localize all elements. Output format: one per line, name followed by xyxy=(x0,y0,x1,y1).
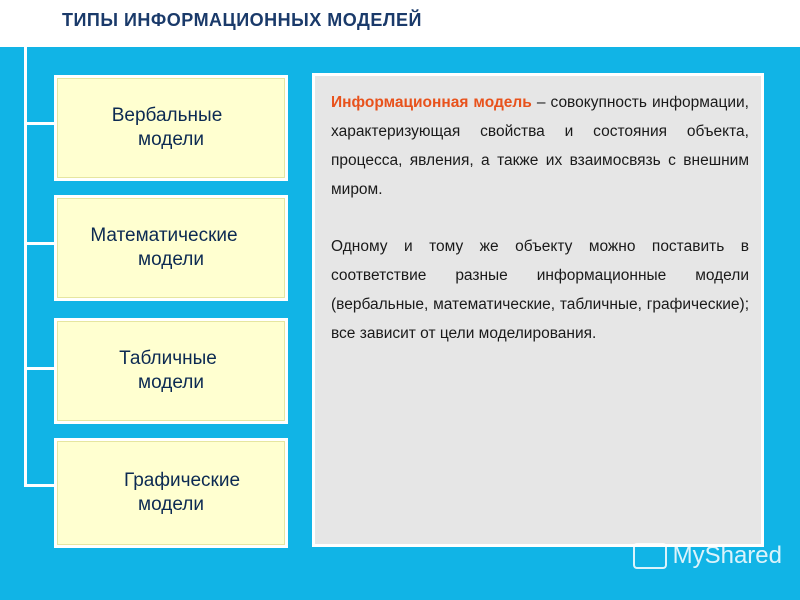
tree-branch xyxy=(24,484,54,487)
tree-branch xyxy=(24,367,54,370)
model-card-tabular xyxy=(54,318,288,424)
card-line2: модели xyxy=(138,129,204,150)
card-line1: Вербальные xyxy=(111,105,223,126)
card-line2: модели xyxy=(138,494,204,515)
watermark xyxy=(633,542,782,570)
model-card-graphical xyxy=(54,438,288,548)
presentation-icon xyxy=(633,543,667,569)
model-card-mathematical xyxy=(54,195,288,301)
explanation-paragraph: Одному и тому же объекту можно поставить в соответствие разные информационные модели (вербальные, математические, табличные, графические); все зависит от цели моделирования. xyxy=(331,238,749,342)
card-line1: Графические xyxy=(123,470,241,491)
definition-text: – совокупность информации, характеризующая свойства и состояния объекта, процесса, явления, а также их взаимосвязь с внешним миром. xyxy=(331,94,749,198)
card-line1: Табличные xyxy=(119,348,217,369)
watermark-text: MyShared xyxy=(672,542,782,569)
definition-paragraph xyxy=(331,88,749,204)
tree-branch xyxy=(24,122,54,125)
card-line1: Математические xyxy=(90,225,238,246)
tree-branch xyxy=(24,242,54,245)
model-card-verbal xyxy=(54,75,288,181)
definition-box xyxy=(312,73,764,547)
page-title: ТИПЫ ИНФОРМАЦИОННЫХ МОДЕЛЕЙ xyxy=(62,10,422,30)
card-line2: модели xyxy=(138,372,204,393)
card-line2: модели xyxy=(138,249,204,270)
definition-term: Информационная модель xyxy=(331,94,532,111)
tree-connector-line xyxy=(24,47,27,487)
